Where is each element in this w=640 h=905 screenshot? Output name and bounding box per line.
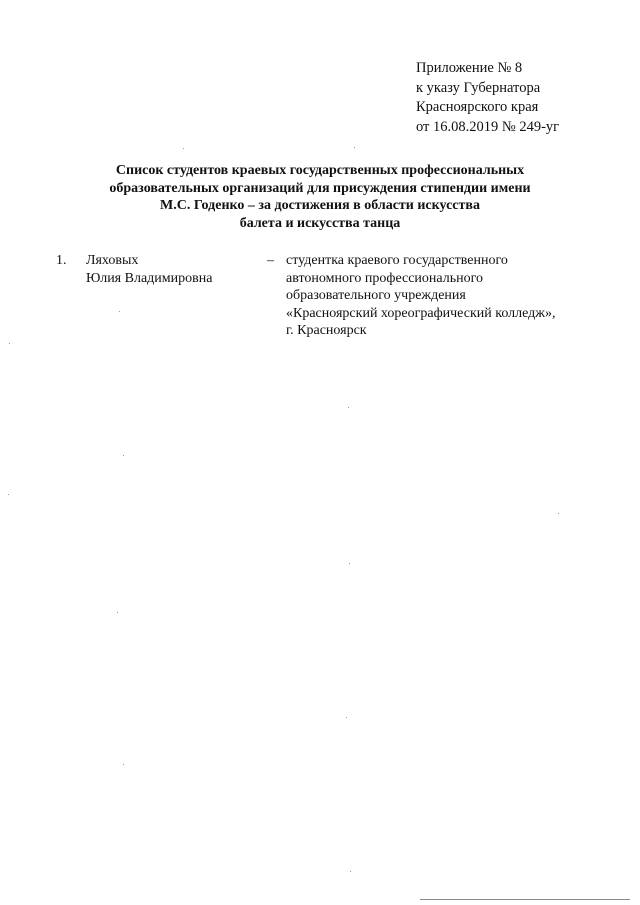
scan-speck xyxy=(350,871,351,872)
description-line: г. Красноярск xyxy=(286,323,367,338)
student-name xyxy=(86,252,212,287)
student-entry xyxy=(56,252,596,352)
description-line: студентка краевого государственного xyxy=(286,253,508,268)
entry-dash: – xyxy=(267,253,274,268)
scan-speck xyxy=(183,148,184,149)
appendix-line: от 16.08.2019 № 249-уг xyxy=(416,118,560,135)
appendix-header xyxy=(416,59,559,137)
appendix-line: Приложение № 8 xyxy=(416,60,523,76)
description-line: «Красноярский хореографический колледж», xyxy=(286,305,556,321)
scan-speck xyxy=(346,717,347,718)
student-given-names: Юлия Владимировна xyxy=(86,270,213,286)
scan-speck xyxy=(9,343,10,344)
description-line: автономного профессионального xyxy=(286,270,484,286)
scan-speck xyxy=(123,764,124,765)
scan-speck xyxy=(8,494,9,495)
title-line: балета и искусства танца xyxy=(239,215,401,231)
document-title xyxy=(60,162,580,232)
description-line: образовательного учреждения xyxy=(286,288,466,303)
title-line: образовательных организаций для присуждения стипендии имени xyxy=(109,180,531,196)
appendix-line: к указу Губернатора xyxy=(416,79,541,96)
scan-speck xyxy=(349,563,350,564)
title-line: Список студентов краевых государственных профессиональных xyxy=(115,163,525,178)
scan-speck xyxy=(123,455,124,456)
scan-speck xyxy=(117,612,118,613)
entry-number: 1. xyxy=(56,253,67,268)
scan-speck xyxy=(558,513,559,514)
scan-speck xyxy=(119,311,120,312)
student-surname: Ляховых xyxy=(86,253,139,268)
appendix-line: Красноярского края xyxy=(416,99,539,115)
scan-speck xyxy=(354,147,355,148)
title-line: М.С. Годенко – за достижения в области искусства xyxy=(160,198,480,213)
scan-speck xyxy=(348,407,349,408)
student-description xyxy=(286,252,555,340)
scan-edge-line xyxy=(420,899,630,900)
